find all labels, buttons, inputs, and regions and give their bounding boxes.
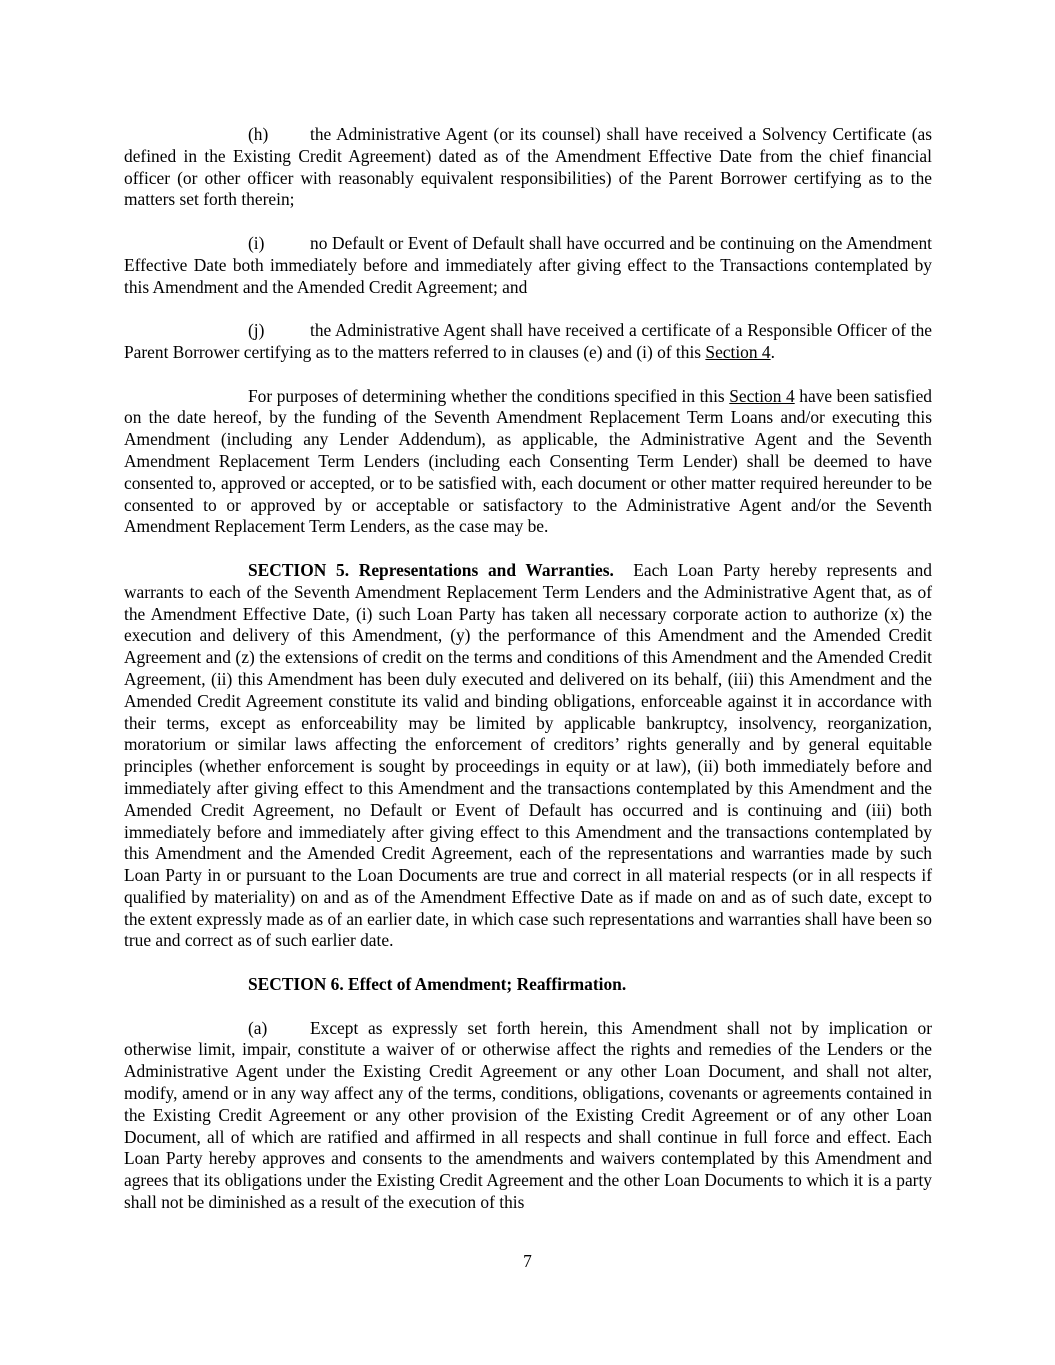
clause-j-text: the Administrative Agent shall have received a certificate of a Responsible Officer of the Parent Borrower certifying as to the matters referred to in clauses (e) and (i) of this — [124, 320, 932, 362]
section-6-clause-a-label: (a) — [248, 1017, 268, 1038]
section-6-heading: SECTION 6. Effect of Amendment; Reaffirmation. — [248, 974, 627, 995]
clause-h-paragraph — [124, 124, 932, 211]
clause-i-paragraph — [124, 233, 932, 298]
clause-h-text: the Administrative Agent (or its counsel) shall have received a Solvency Certificate (as defined in the Existing Credit Agreement) dated as of the Amendment Effective Date from the chief financial officer (or other officer with reasonably equivalent responsibilities) of the Parent Borrower certifying as to the matters set forth therein; — [124, 124, 932, 210]
section-4-reference: Section 4 — [729, 385, 795, 406]
purposes-text-start: For purposes of determining whether the conditions specified in this — [248, 385, 730, 406]
section-5-text: Each Loan Party hereby represents and warrants to each of the Seventh Amendment Replacement Term Lenders and the Administrative Agent that, as of the Amendment Effective Date, (i) such Loan Party has taken all necessary corporate action to authorize (x) the execution and delivery of this Amendment, (y) the performance of this Amendment and the Amended Credit Agreement and (z) the extensions of credit on the terms and conditions of this Amendment and the Amended Credit Agreement, (ii) this Amendment has been duly executed and delivered on its behalf, (iii) this Amendment and the Amended Credit Agreement constitute its valid and binding obligations, enforceable against it in accordance with their terms, except as enforceability may be limited by applicable bankruptcy, insolvency, reorganization, moratorium or similar laws affecting the enforcement of creditors’ rights generally and by general equitable principles (whether enforcement is sought by proceedings in equity or at law), (ii) both immediately before and immediately after giving effect to this Amendment and the transactions contemplated by this Amendment and the Amended Credit Agreement, no Default or Event of Default has occurred and is continuing and (iii) both immediately before and immediately after giving effect to this Amendment and the transactions contemplated by this Amendment and the Amended Credit Agreement, each of the representations and warranties made by such Loan Party in or pursuant to the Loan Documents are true and correct in all material respects (or in all respects if qualified by materiality) on and as of the Amendment Effective Date as if made on and as of such date, except to the extent expressly made as of an earlier date, in which case such representations and warranties shall have been so true and correct as of such earlier date. — [124, 559, 932, 951]
clause-j-label: (j) — [248, 320, 265, 341]
clause-i-text: no Default or Event of Default shall have occurred and be continuing on the Amendment Effective Date both immediately before and immediately after giving effect to the Transactions contemplated by this Amendment and the Amended Credit Agreement; and — [124, 232, 932, 297]
clause-i-label: (i) — [248, 232, 265, 253]
section-5-paragraph — [124, 560, 932, 952]
clause-j-paragraph — [124, 320, 932, 364]
section-6-clause-a-paragraph — [124, 1018, 932, 1214]
section-5-heading: SECTION 5. Representations and Warranties. — [248, 559, 614, 580]
document-page — [124, 124, 932, 1214]
page-number: 7 — [523, 1251, 532, 1271]
clause-h-label: (h) — [248, 124, 269, 144]
purposes-paragraph — [124, 386, 932, 539]
purposes-text-end: have been satisfied on the date hereof, by the funding of the Seventh Amendment Replacement Term Loans and/or executing this Amendment (including any Lender Addendum), as applicable, the Administrative Agent and the Seventh Amendment Replacement Term Lenders (including each Consenting Term Lender) shall be deemed to have consented to, approved or accepted, or to be satisfied with, each document or other matter required hereunder to be consented to or approved by or acceptable or satisfactory to the Administrative Agent and/or the Seventh Amendment Replacement Term Lenders, as the case may be. — [124, 385, 932, 537]
section-6-clause-a-text: Except as expressly set forth herein, this Amendment shall not by implication or otherwise limit, impair, constitute a waiver of or otherwise affect the rights and remedies of the Lenders or the Administrative Agent under the Existing Credit Agreement or any other Loan Document, and shall not alter, modify, amend or in any way affect any of the terms, conditions, obligations, covenants or agreements contained in the Existing Credit Agreement or any other provision of the Existing Credit Agreement or of any other Loan Document, all of which are ratified and affirmed in all respects and shall continue in full force and effect. Each Loan Party hereby approves and consents to the amendments and waivers contemplated by this Amendment and agrees that its obligations under the Existing Credit Agreement and the other Loan Documents to which it is a party shall not be diminished as a result of the execution of this — [124, 1017, 932, 1213]
section-4-reference: Section 4 — [705, 341, 771, 362]
section-6-heading-paragraph — [124, 974, 932, 996]
clause-j-text-end: . — [770, 341, 775, 362]
